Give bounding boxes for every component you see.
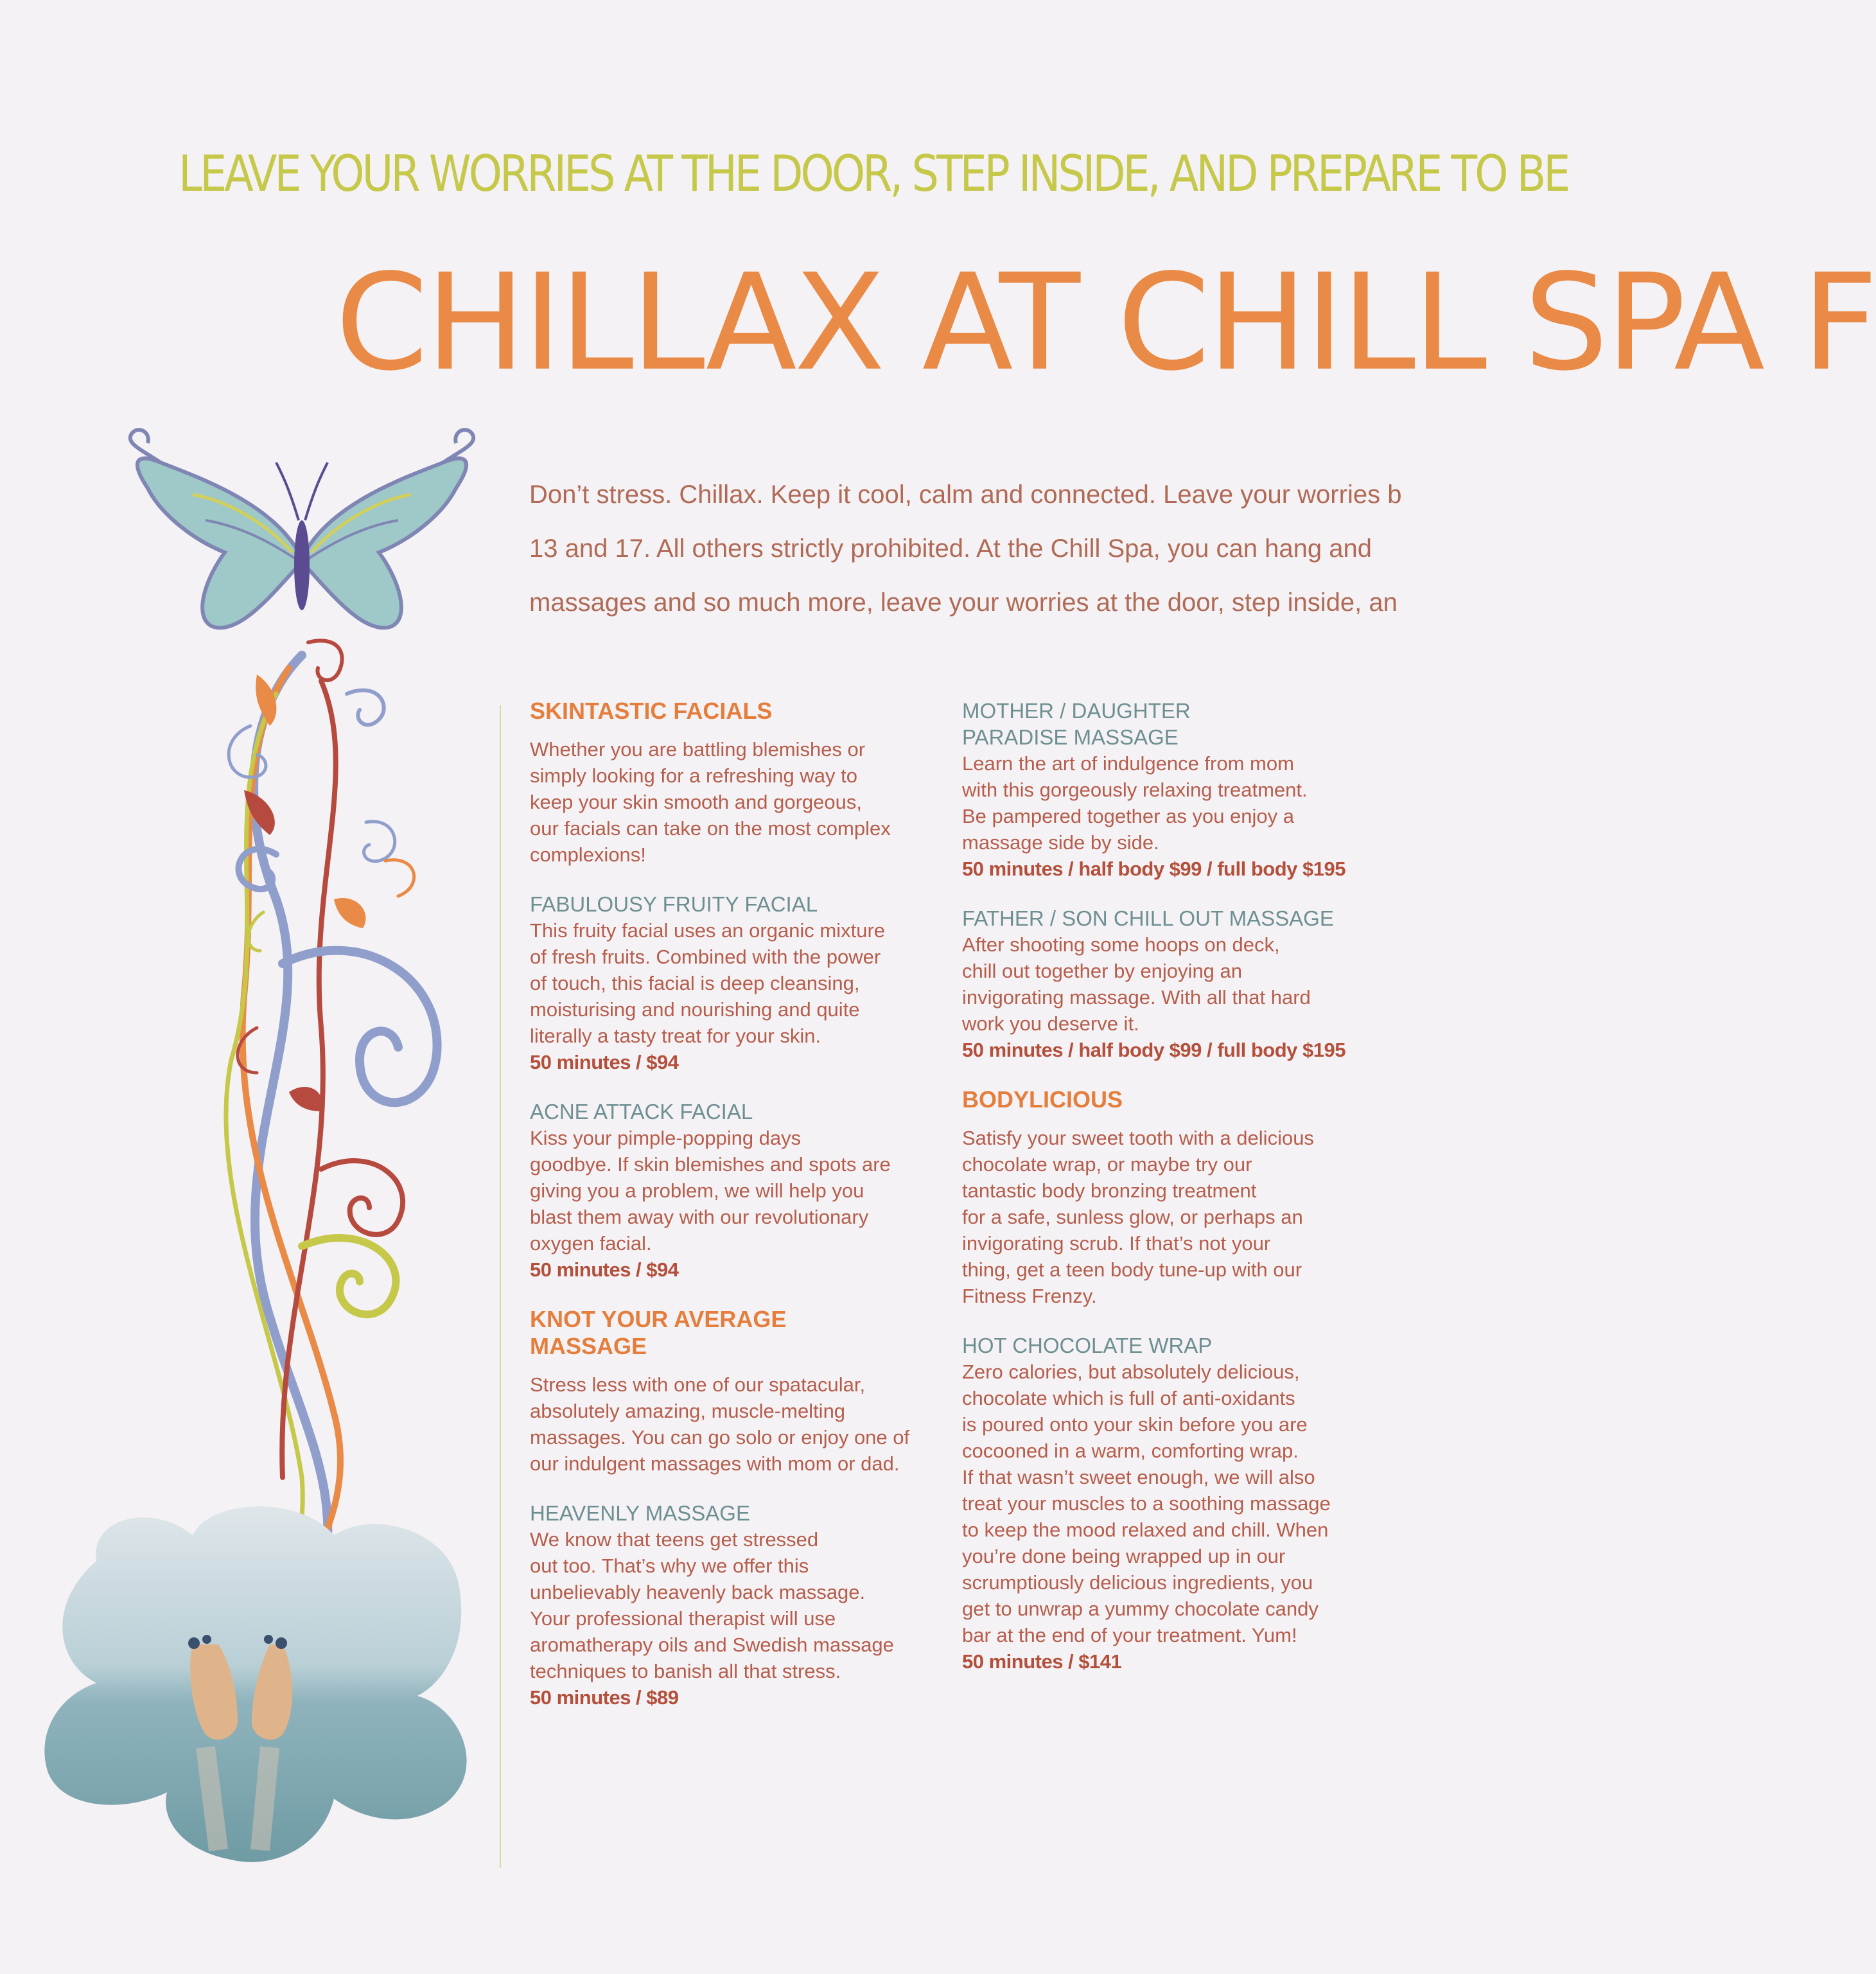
treatment-title: FABULOUSY FRUITY FACIAL — [530, 892, 818, 916]
treatment-title: HOT CHOCOLATE WRAP — [962, 1334, 1213, 1357]
treatment-price: 50 minutes / $89 — [530, 1686, 679, 1709]
fruity-facial-item — [530, 891, 941, 1075]
butterfly-icon — [130, 430, 473, 628]
intro-paragraph — [529, 468, 1444, 630]
treatment-price: 50 minutes / half body $99 / full body $195 — [962, 858, 1346, 880]
treatment-description: After shooting some hoops on deck, chill out together by enjoying an invigorating massage. With all that hard work you deserve it. — [962, 933, 1311, 1035]
father-son-item — [962, 905, 1373, 1063]
treatment-price: 50 minutes / $94 — [530, 1051, 679, 1073]
treatment-title: ACNE ATTACK FACIAL — [530, 1100, 753, 1124]
tagline: LEAVE YOUR WORRIES AT THE DOOR, STEP INSIDE, AND PREPARE TO BE — [179, 145, 1568, 203]
treatment-description: Learn the art of indulgence from mom with this gorgeously relaxing treatment. Be pampered together as you enjoy a massage side by side. — [962, 752, 1308, 854]
section-description: Whether you are battling blemishes or simply looking for a refreshing way to keep your skin smooth and gorgeous, our facials can take on the most complex complexions! — [530, 738, 891, 866]
treatment-price: 50 minutes / $94 — [530, 1258, 679, 1281]
section-title: KNOT YOUR AVERAGE MASSAGE — [530, 1306, 787, 1359]
section-description: Satisfy your sweet tooth with a delicious chocolate wrap, or maybe try our tantastic body bronzing treatment for a safe, sunless glow, or perhaps an invigorating scrub. If that’s not your thing, get a teen body tune-up with our Fitness Frenzy. — [962, 1127, 1314, 1307]
treatment-price: 50 minutes / half body $99 / full body $195 — [962, 1039, 1346, 1061]
treatment-description: This fruity facial uses an organic mixture of fresh fruits. Combined with the power of touch, this facial is deep cleansing, moisturising and nourishing and quite literally a tasty treat for your skin. — [530, 919, 886, 1047]
acne-facial-item — [530, 1098, 941, 1283]
feet-in-water-photo — [44, 1506, 466, 1862]
treatment-price: 50 minutes / $141 — [962, 1650, 1122, 1673]
intro-line: massages and so much more, leave your worries at the door, step inside, an — [529, 588, 1398, 617]
bodylicious-section — [962, 1086, 1373, 1309]
treatment-title: HEAVENLY MASSAGE — [530, 1501, 750, 1525]
treatment-description: Kiss your pimple-popping days goodbye. If skin blemishes and spots are giving you a problem, we will help you blast them away with our revolutionary oxygen facial. — [530, 1127, 891, 1255]
right-column — [962, 698, 1373, 1698]
section-title: BODYLICIOUS — [962, 1086, 1123, 1113]
column-divider — [500, 705, 501, 1868]
hot-chocolate-item — [962, 1332, 1373, 1675]
facials-section — [530, 698, 941, 868]
massage-section — [530, 1306, 941, 1477]
page-title: CHILLAX AT CHILL SPA F — [335, 245, 1876, 401]
treatment-title: MOTHER / DAUGHTER PARADISE MASSAGE — [962, 699, 1191, 749]
decorative-artwork — [0, 0, 501, 1974]
left-column — [530, 698, 941, 1734]
section-description: Stress less with one of our spatacular, absolutely amazing, muscle-melting massages. You can go solo or enjoy one of our indulgent massages with mom or dad. — [530, 1373, 910, 1475]
intro-line: Don’t stress. Chillax. Keep it cool, calm and connected. Leave your worries b — [529, 480, 1402, 509]
mother-daughter-item — [962, 698, 1373, 882]
intro-line: 13 and 17. All others strictly prohibited. At the Chill Spa, you can hang and — [529, 534, 1372, 563]
heavenly-massage-item — [530, 1500, 941, 1711]
treatment-description: Zero calories, but absolutely delicious, chocolate which is full of anti-oxidants is poured onto your skin before you are cocooned in a warm, comforting wrap. If that wasn’t sweet enough, we will also treat your muscles to a soothing massage to keep the mood relaxed and chill. When you’re done being wrapped up in our scrumptiously delicious ingredients, you get to unwrap a yummy chocolate candy bar at the end of your treatment. Yum! — [962, 1361, 1331, 1646]
treatment-title: FATHER / SON CHILL OUT MASSAGE — [962, 906, 1334, 930]
section-title: SKINTASTIC FACIALS — [530, 698, 773, 724]
swirl-decoration — [226, 640, 437, 1644]
treatment-description: We know that teens get stressed out too. That’s why we offer this unbelievably heavenly back massage. Your professional therapist will use aromatherapy oils and Swedish massage techniques to banish all that stress. — [530, 1528, 894, 1682]
